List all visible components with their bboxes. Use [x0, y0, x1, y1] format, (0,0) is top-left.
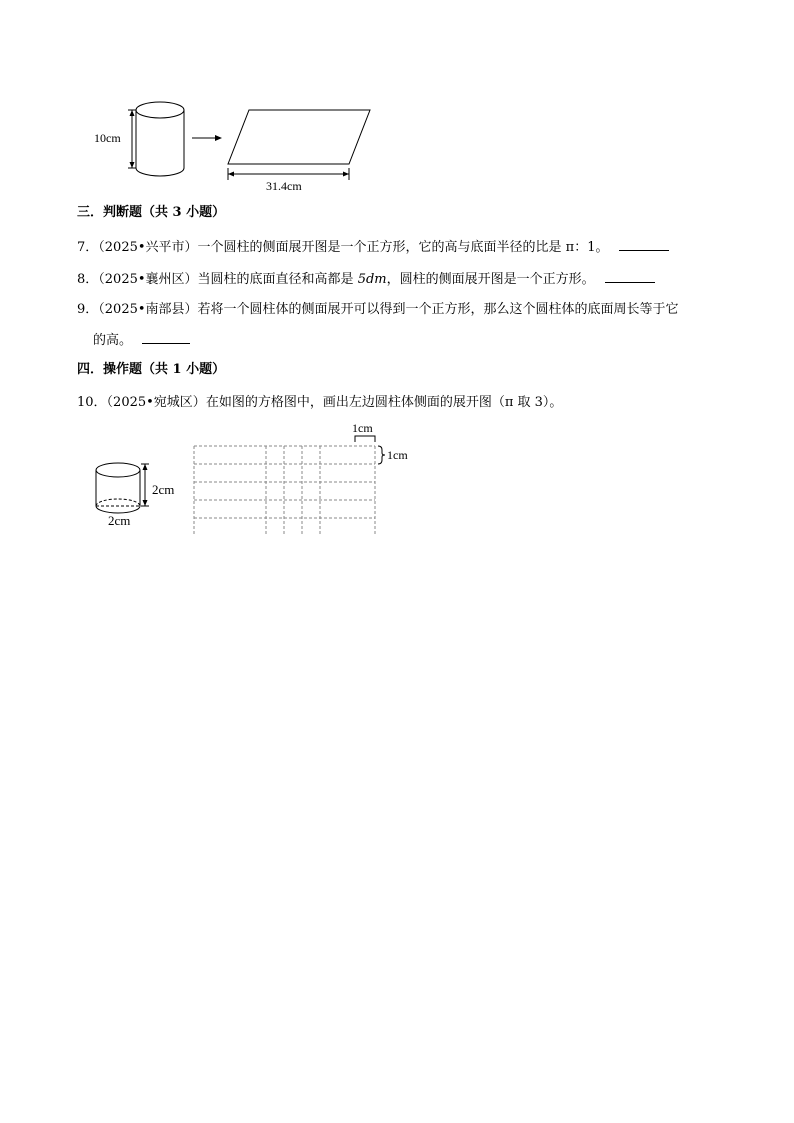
width-label: 31.4cm: [266, 179, 302, 193]
question-9: [77, 301, 679, 319]
question-text: 一个圆柱的侧面展开图是一个正方形，它的高与底面半径的比是 π：1。: [197, 240, 609, 255]
parallelogram-shape: [228, 110, 370, 164]
small-cylinder-shape: [96, 463, 140, 513]
question-number: 8．: [77, 272, 99, 287]
question-8: [77, 269, 655, 289]
question-10: [77, 394, 562, 412]
height-label: 10cm: [94, 131, 121, 145]
cell-height-label: 1cm: [387, 448, 408, 462]
cell-width-bracket: [355, 436, 375, 442]
dashed-grid: [194, 446, 375, 536]
question-7: [77, 237, 669, 257]
answer-blank[interactable]: [605, 269, 655, 283]
question-number: 9．: [77, 302, 99, 317]
right-arrow-icon: [192, 135, 222, 141]
question-text-continued: ，圆柱的侧面展开图是一个正方形。: [386, 272, 595, 287]
question-number: 7．: [77, 240, 99, 255]
question-source: （2025•兴平市）: [98, 240, 198, 255]
section-heading-judgment: 三．判断题（共 3 小题）: [77, 205, 226, 220]
question-9-continued: [93, 330, 190, 350]
section-heading-operation: 四．操作题（共 1 小题）: [77, 362, 226, 377]
question-text: 若将一个圆柱体的侧面展开可以得到一个正方形，那么这个圆柱体的底面周长等于它: [197, 302, 679, 317]
answer-blank[interactable]: [619, 237, 669, 251]
dimension-value: 5dm: [357, 272, 387, 287]
cylinder-diameter-label: 2cm: [108, 513, 131, 528]
cell-height-brace: [378, 446, 385, 464]
question-text: 在如图的方格图中，画出左边圆柱体侧面的展开图（π 取 3）。: [205, 395, 563, 410]
cylinder-height-label: 2cm: [152, 482, 175, 497]
answer-blank[interactable]: [142, 330, 190, 344]
question-number: 10．: [77, 395, 107, 410]
cell-width-label: 1cm: [352, 421, 373, 435]
cylinder-unfold-figure: [90, 96, 380, 196]
question-source: （2025•宛城区）: [106, 395, 206, 410]
cylinder-shape: [136, 102, 184, 176]
question-source: （2025•襄州区）: [98, 272, 198, 287]
question-text: 当圆柱的底面直径和高都是: [197, 272, 358, 287]
question-text-continued: 的高。: [93, 333, 133, 348]
cylinder-grid-figure: [90, 418, 430, 540]
question-source: （2025•南部县）: [98, 302, 198, 317]
